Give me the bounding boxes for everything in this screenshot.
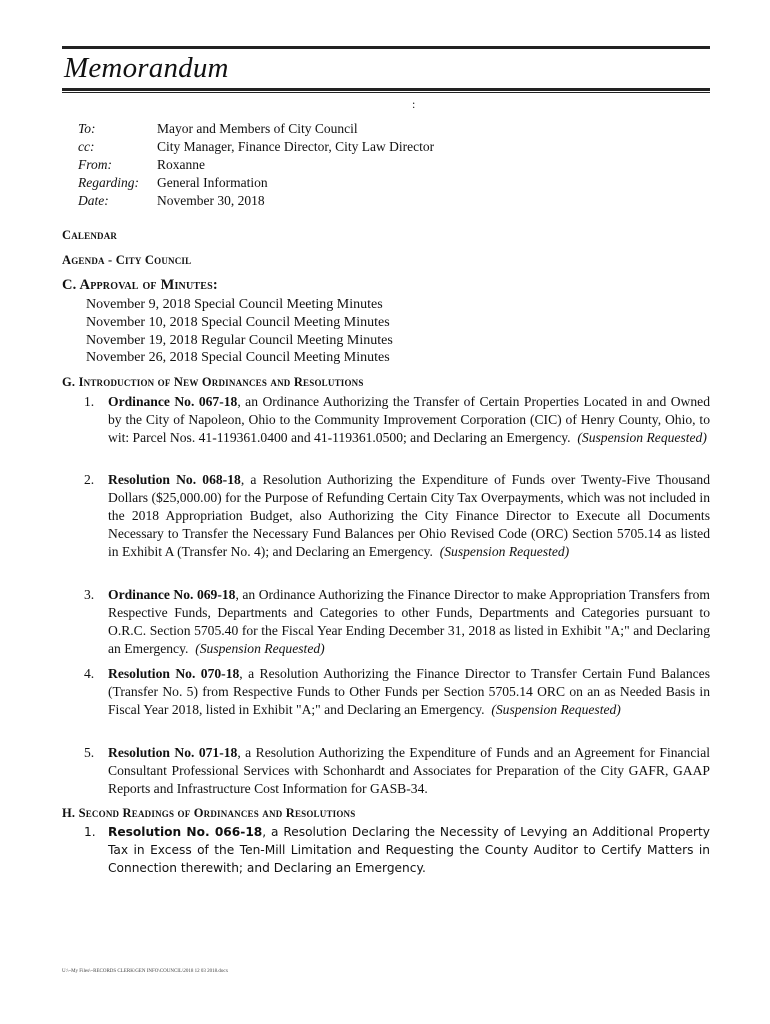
item-text: , an Ordinance Authorizing the Transfer of Certain Properties Located in and Owned by the City of Napoleon, Ohio to the Community Improvement Corporation (CIC) of Henry County, Ohio, to wit: Parcel Nos. 41-119361.0400 and 41-119361.0500; and Declaring an Emergency.: [108, 394, 711, 446]
item-note: (Suspension Requested): [491, 702, 621, 718]
item-number: 3.: [84, 587, 95, 602]
header-value: Mayor and Members of City Council: [157, 121, 358, 136]
header-row-to: [78, 120, 434, 138]
item-note: (Suspension Requested): [195, 641, 325, 657]
item-number: 1.: [84, 394, 95, 409]
top-rule: [62, 46, 710, 49]
minutes-item: November 19, 2018 Regular Council Meeting Minutes: [86, 332, 393, 348]
item-title: Resolution No. 071-18: [108, 745, 238, 760]
item-number: 4.: [84, 666, 95, 681]
item-title: Resolution No. 068-18: [108, 472, 241, 487]
section-agenda: Agenda - City Council: [62, 253, 192, 267]
item-text: , a Resolution Declaring the Necessity of Levying an Additional Property Tax in Excess of the Ten-Mill Limitation and Requesting the County Auditor to Certify Matters in Connection therewith; and Declaring an Emergency.: [108, 825, 710, 875]
section-calendar: Calendar: [62, 228, 118, 242]
header-row-date: [78, 192, 434, 210]
item-note: (Suspension Requested): [439, 544, 570, 560]
title-rule-thick: [62, 88, 710, 91]
header-key: cc:: [78, 139, 95, 154]
item-title: Ordinance No. 069-18: [108, 587, 236, 602]
item-text: , a Resolution Authorizing the Expenditure of Funds over Twenty-Five Thousand Dollars ($25,000.00) for the Purpose of Refunding Certain City Tax Overpayments, which was not included in the 2018 Appropriation Budget, also Authorizing the City Finance Director to Execute all Documents Necessary to Transfer the Necessary Fund Balances per Ohio Revised Code (ORC) Section 5705.14 as listed in Exhibit A (Transfer No. 4); and Declaring an Emergency.: [108, 472, 710, 560]
second-item-1: [84, 824, 710, 877]
item-text: , a Resolution Authorizing the Finance Director to Transfer Certain Fund Balances (Transfer No. 5) from Respective Funds to Other Funds per Section 5705.14 ORC on an as Needed Basis in Fiscal Year 2018, listed in Exhibit "A;" and Declaring an Emergency.: [108, 666, 710, 718]
footer-path: U:\~My Files\~RECORDS CLERK\GEN INFO\COUNCIL\2018 12 03 2018.docx: [62, 969, 229, 974]
item-title: Ordinance No. 067-18: [108, 394, 238, 409]
header-key: From:: [78, 157, 112, 172]
header-key: Regarding:: [78, 175, 139, 190]
section-second-readings: H. Second Readings of Ordinances and Resolutions: [62, 806, 356, 820]
header-value: City Manager, Finance Director, City Law Director: [157, 139, 435, 154]
section-approval: C. Approval of Minutes:: [62, 277, 218, 293]
minutes-list: [86, 296, 393, 367]
intro-item-5: [84, 744, 710, 798]
item-title: Resolution No. 066-18: [108, 825, 263, 839]
header-key: Date:: [78, 193, 109, 208]
header-row-from: [78, 156, 434, 174]
intro-item-4: [84, 665, 710, 719]
header-value: Roxanne: [157, 157, 205, 172]
intro-item-2: [84, 471, 710, 561]
minutes-item: November 26, 2018 Special Council Meeting Minutes: [86, 350, 390, 366]
header-row-cc: [78, 138, 434, 156]
header-value: General Information: [157, 175, 268, 190]
item-text: , an Ordinance Authorizing the Finance Director to make Appropriation Transfers from Respective Funds, Departments and Categories to other Funds, Departments and Categories pursuant to O.R.C. Section 5705.40 for the Fiscal Year Ending December 31, 2018 as listed in Exhibit "A;" and Declaring an Emergency.: [108, 587, 711, 657]
title-rule-thin: [62, 92, 710, 93]
item-title: Resolution No. 070-18: [108, 666, 240, 681]
minutes-item: November 9, 2018 Special Council Meeting Minutes: [86, 297, 383, 312]
header-row-regarding: [78, 174, 434, 192]
colon-mark: :: [412, 97, 416, 111]
item-number: 2.: [84, 472, 95, 487]
item-text: , a Resolution Authorizing the Expenditure of Funds and an Agreement for Financial Consultant Professional Services with Schonhardt and Associates for Preparation of the City GAFR, GAAP Reports and Infrastructure Cost Information for GASB-34.: [108, 745, 711, 797]
memo-title: Memorandum: [64, 52, 229, 84]
header-key: To:: [78, 121, 96, 136]
item-number: 1.: [84, 825, 96, 839]
header-value: November 30, 2018: [157, 193, 265, 208]
intro-item-1: [84, 393, 710, 447]
item-note: (Suspension Requested): [577, 430, 707, 446]
section-introduction: G. Introduction of New Ordinances and Resolutions: [62, 375, 364, 389]
intro-item-3: [84, 586, 710, 658]
minutes-item: November 10, 2018 Special Council Meeting Minutes: [86, 314, 390, 330]
memo-header: [78, 120, 434, 210]
item-number: 5.: [84, 745, 95, 760]
